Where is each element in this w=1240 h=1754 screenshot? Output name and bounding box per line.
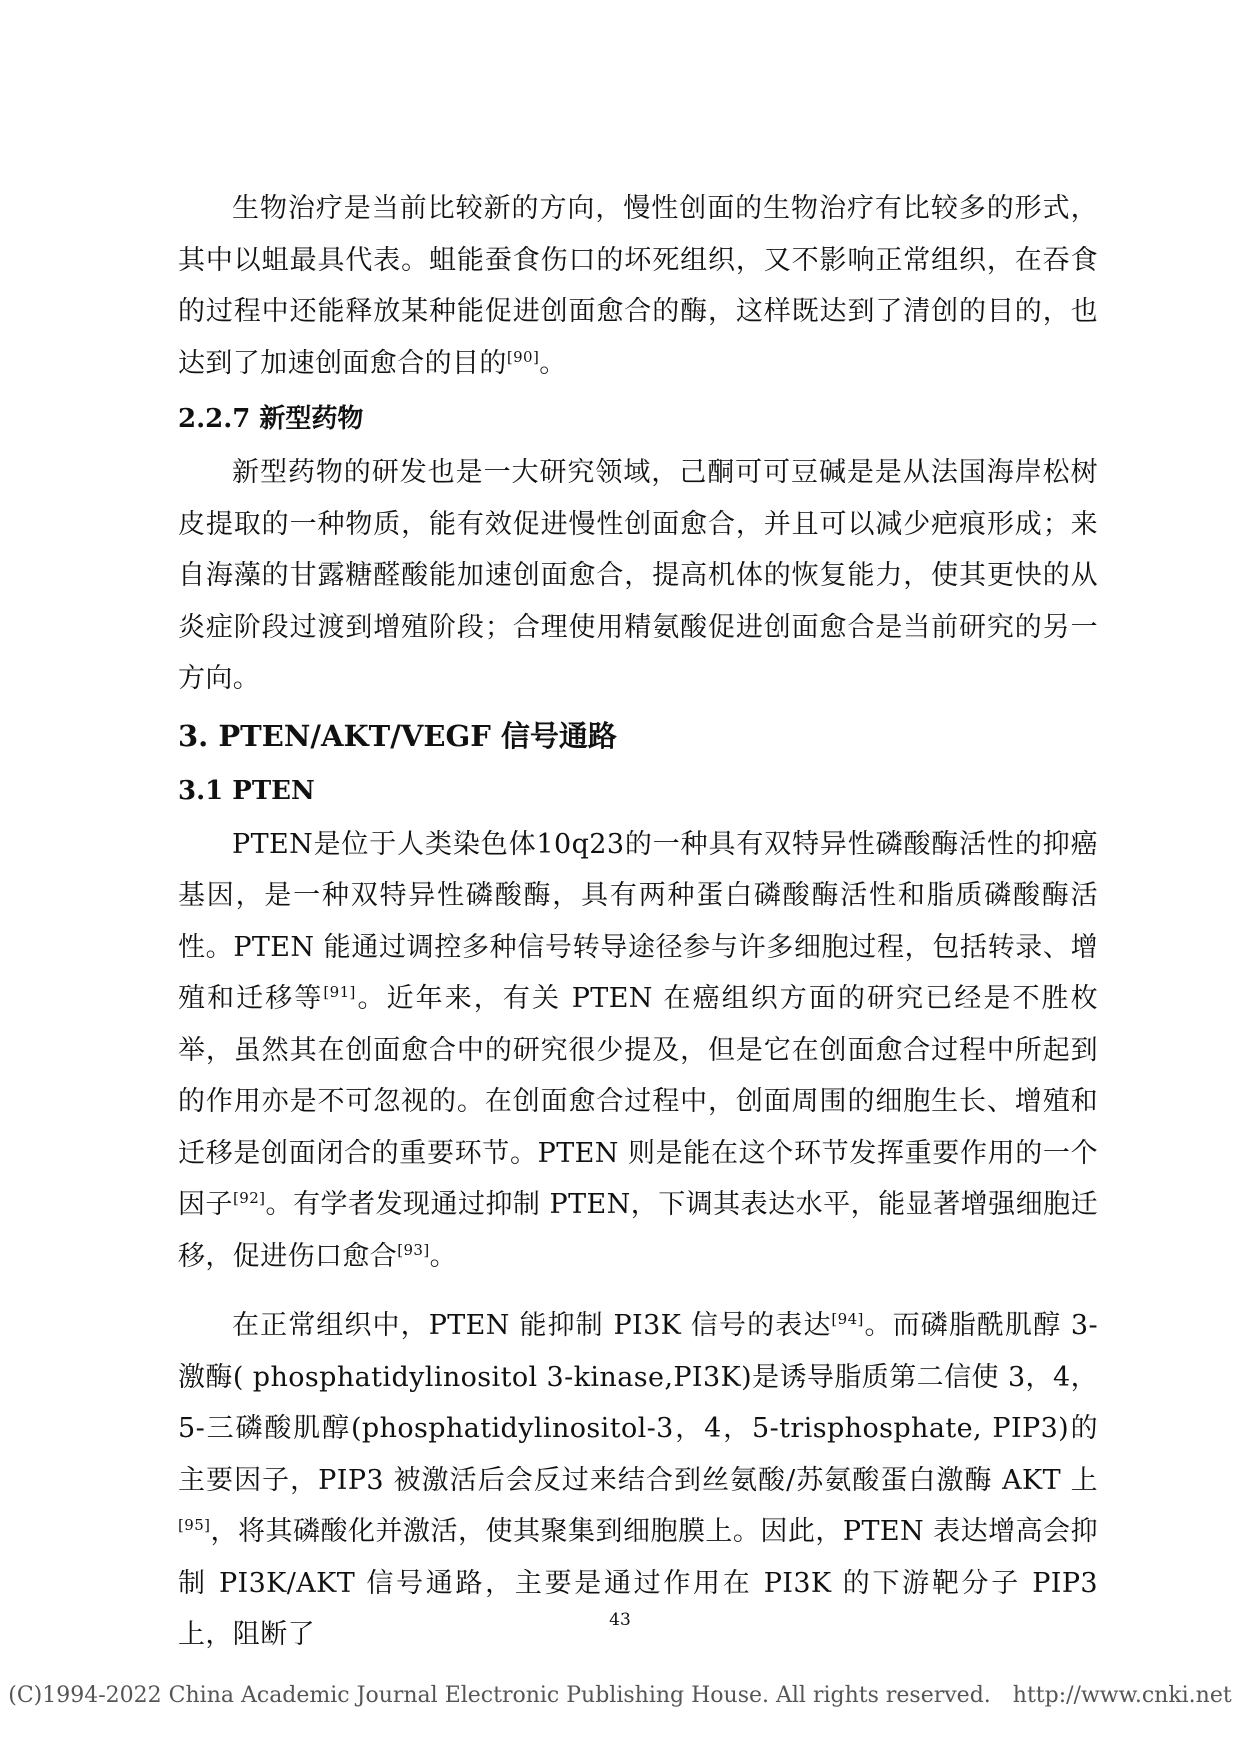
paragraph-text: 。而磷脂酰肌醇 3-激酶( phosphatidylinositol 3-kinase,PI3K)是诱导脂质第二信使 3，4，5-三磷酸肌醇(phosphatidylinositol-3，4，5-trisphosphate, PIP3)的主要因子，PIP3 被激活后会反过来结合到丝氨酸/苏氨酸蛋白激酶 AKT 上 <box>178 1310 1098 1496</box>
page-body <box>178 183 1098 1661</box>
paragraph-text: 。近年来，有关 PTEN 在癌组织方面的研究已经是不胜枚举，虽然其在创面愈合中的研究很少提及，但是它在创面愈合过程中所起到的作用亦是不可忽视的。在创面愈合过程中，创面周围的细胞生长、增殖和迁移是创面闭合的重要环节。PTEN 则是能在这个环节发挥重要作用的一个因子 <box>178 983 1099 1220</box>
page-number: 43 <box>609 1610 631 1630</box>
citation-ref: [91] <box>323 983 356 1001</box>
citation-ref: [94] <box>831 1310 864 1328</box>
citation-ref: [95] <box>178 1516 211 1534</box>
citation-ref: [93] <box>397 1240 430 1259</box>
paragraph-end: 。 <box>539 347 567 379</box>
paragraph-new-drugs: 新型药物的研发也是一大研究领域，己酮可可豆碱是是从法国海岸松树皮提取的一种物质，能有效促进慢性创面愈合，并且可以减少疤痕形成；来自海藻的甘露糖醛酸能加速创面愈合，提高机体的恢复能力，使其更快的从炎症阶段过渡到增殖阶段；合理使用精氨酸促进创面愈合是当前研究的另一方向。 <box>178 457 1098 694</box>
paragraph-text: PTEN是位于人类染色体10q23的一种具有双特异性磷酸酶活性的抑癌基因，是一种双特异性磷酸酶，具有两种蛋白磷酸酶活性和脂质磷酸酶活性。PTEN 能通过调控多种信号转导途径参与许多细胞过程，包括转录、增殖和迁移等 <box>178 828 1098 1014</box>
copyright-footer <box>0 1683 1240 1708</box>
paragraph-biological-therapy <box>178 183 1098 389</box>
paragraph-end: 。 <box>429 1240 458 1272</box>
footer-url: http://www.cnki.net <box>1012 1683 1232 1708</box>
section-heading-pten-pathway: 3. PTEN/AKT/VEGF 信号通路 <box>178 718 617 753</box>
copyright-text: (C)1994-2022 China Academic Journal Electronic Publishing House. All rights reserved. <box>8 1683 991 1708</box>
paragraph-text: ，将其磷酸化并激活，使其聚集到细胞膜上。因此，PTEN 表达增高会抑制 PI3K/AKT 信号通路，主要是通过作用在 PI3K 的下游靶分子 PIP3 上，阻断了 <box>178 1516 1098 1650</box>
paragraph-pi3k <box>178 1300 1098 1661</box>
paragraph-text: 在正常组织中，PTEN 能抑制 PI3K 信号的表达 <box>232 1310 832 1341</box>
citation-ref: [92] <box>233 1189 266 1207</box>
subsection-heading-new-drugs: 2.2.7 新型药物 <box>178 404 364 434</box>
paragraph-text: 生物治疗是当前比较新的方向，慢性创面的生物治疗有比较多的形式，其中以蛆最具代表。蛆能蚕食伤口的坏死组织，又不影响正常组织，在吞食的过程中还能释放某种能促进创面愈合的酶，这样既达到了清创的目的，也达到了加速创面愈合的目的 <box>178 193 1098 379</box>
paragraph-pten <box>178 819 1098 1283</box>
citation-ref: [90] <box>506 347 540 366</box>
paragraph-text: 。有学者发现通过抑制 PTEN，下调其表达水平，能显著增强细胞迁移，促进伤口愈合 <box>178 1189 1098 1272</box>
subsection-heading-pten: 3.1 PTEN <box>178 775 315 806</box>
